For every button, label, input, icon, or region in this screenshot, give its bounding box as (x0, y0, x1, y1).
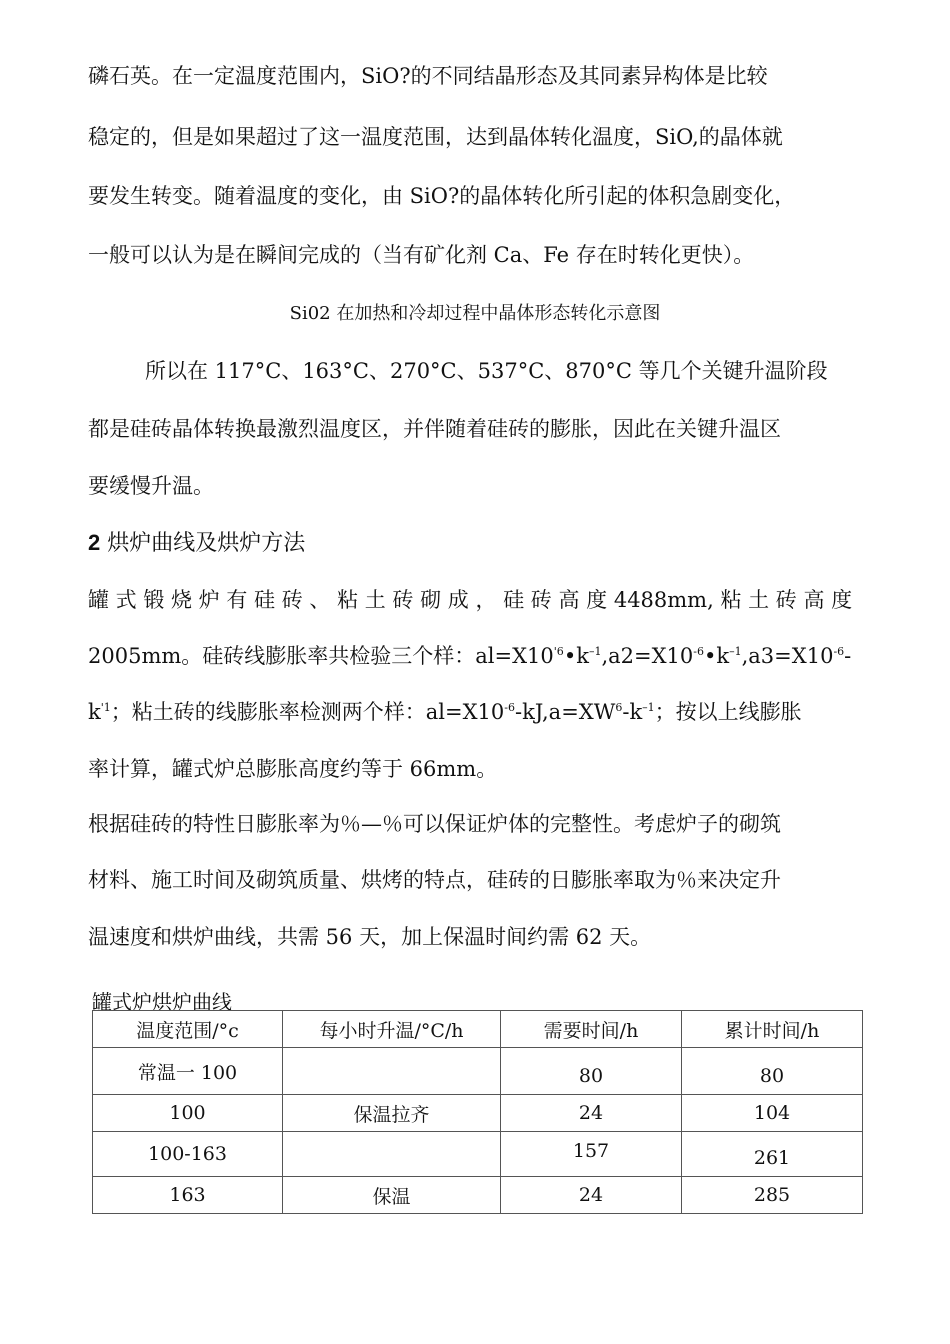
table-cell: 261 (682, 1132, 863, 1177)
paragraph-4-line-2: 材料、施工时间及砌筑质量、烘烤的特点，硅砖的日膨胀率取为％来决定升 (88, 868, 781, 892)
table-cell: 100 (93, 1095, 283, 1132)
superscript: –1 (588, 645, 602, 658)
table-cell: 80 (501, 1048, 682, 1095)
table-cell: 104 (682, 1095, 863, 1132)
paragraph-2-line-3: 要缓慢升温。 (88, 474, 214, 498)
paragraph-1-line-2: 稳定的，但是如果超过了这一温度范围，达到晶体转化温度，SiO,的晶体就 (88, 125, 783, 149)
table-cell: 保温拉齐 (283, 1095, 501, 1132)
paragraph-3-line-4: 率计算，罐式炉总膨胀高度约等于 66mm。 (88, 757, 498, 781)
table-row (93, 1048, 863, 1095)
text-segment: ,a2=X10 (601, 644, 694, 668)
text-segment: •k (703, 644, 730, 668)
superscript: '6 (553, 645, 564, 658)
table-title: 罐式炉烘炉曲线 (92, 990, 232, 1014)
paragraph-2-line-2: 都是硅砖晶体转换最激烈温度区，并伴随着硅砖的膨胀，因此在关键升温区 (88, 417, 781, 441)
column-header-cumulative-time: 累计时间/h (682, 1011, 863, 1048)
column-header-required-time: 需要时间/h (501, 1011, 682, 1048)
paragraph-1-line-1: 磷石英。在一定温度范围内，SiO?的不同结晶形态及其同素异构体是比较 (88, 64, 768, 88)
section-title: 烘炉曲线及烘炉方法 (107, 531, 306, 556)
table-cell: 285 (682, 1177, 863, 1214)
section-number: 2 (88, 530, 101, 555)
superscript: -6 (504, 701, 515, 714)
table-row (93, 1132, 863, 1177)
figure-caption: Si02 在加热和冷却过程中晶体形态转化示意图 (289, 303, 661, 324)
superscript: –1 (729, 645, 742, 658)
paragraph-1-line-3: 要发生转变。随着温度的变化，由 SiO?的晶体转化所引起的体积急剧变化， (88, 184, 796, 208)
paragraph-3-line-3 (88, 696, 802, 726)
paragraph-4-line-3: 温速度和烘炉曲线，共需 56 天，加上保温时间约需 62 天。 (88, 925, 652, 949)
paragraph-1-line-4: 一般可以认为是在瞬间完成的（当有矿化剂 Ca、Fe 存在时转化更快）。 (88, 243, 755, 267)
superscript: -6 (693, 645, 704, 658)
table-cell: 100-163 (93, 1132, 283, 1177)
table-cell: 24 (501, 1095, 682, 1132)
table-cell (283, 1132, 501, 1177)
text-segment: - (844, 644, 852, 668)
text-segment: ,a3=X10 (741, 644, 834, 668)
column-header-heating-rate: 每小时升温/°C/h (283, 1011, 501, 1048)
text-segment: ；粘土砖的线膨胀率检测两个样：al=X10 (110, 700, 505, 724)
bake-curve-table (92, 1010, 863, 1214)
text-segment: ；按以上线膨胀 (654, 700, 802, 724)
text-segment: k (88, 700, 101, 724)
table-cell: 常温一 100 (93, 1048, 283, 1095)
text-segment: •k (563, 644, 589, 668)
table-header-row (93, 1011, 863, 1048)
table-cell: 保温 (283, 1177, 501, 1214)
paragraph-3-line-1: 罐 式 锻 烧 炉 有 硅 砖 、 粘 土 砖 砌 成 ， 硅 砖 高 度 4488mm, 粘 土 砖 高 度 (88, 588, 853, 612)
table-row (93, 1095, 863, 1132)
superscript: –1 (642, 701, 655, 714)
table-row (93, 1177, 863, 1214)
paragraph-3-line-2 (88, 640, 851, 670)
superscript: '1 (100, 701, 111, 714)
table-cell: 24 (501, 1177, 682, 1214)
text-segment: 2005mm。硅砖线膨胀率共检验三个样：al=X10 (88, 644, 554, 668)
table-cell (283, 1048, 501, 1095)
paragraph-4-line-1: 根据硅砖的特性日膨胀率为％—％可以保证炉体的完整性。考虑炉子的砌筑 (88, 812, 781, 836)
column-header-temperature-range: 温度范围/°c (93, 1011, 283, 1048)
table-cell: 157 (501, 1132, 682, 1177)
table-cell: 80 (682, 1048, 863, 1095)
text-segment: -kJ,a=XW (515, 700, 616, 724)
superscript: -6 (833, 645, 845, 658)
text-segment: -k (622, 700, 643, 724)
superscript: 6 (615, 701, 623, 714)
section-heading (88, 526, 305, 557)
table-cell: 163 (93, 1177, 283, 1214)
paragraph-2-line-1: 所以在 117°C、163°C、270°C、537°C、870°C 等几个关键升温阶段 (145, 359, 828, 383)
